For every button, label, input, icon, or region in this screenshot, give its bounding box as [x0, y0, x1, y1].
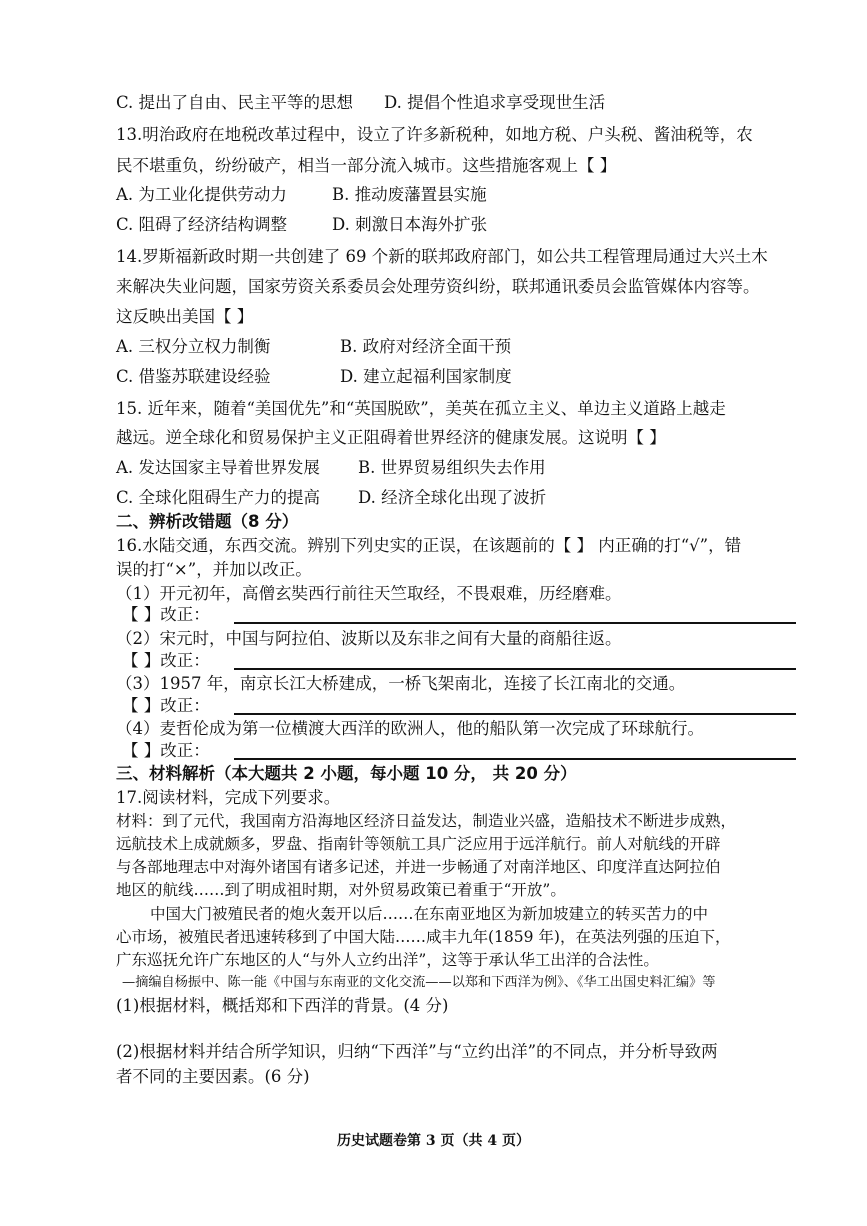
q17-intro: 17.阅读材料，完成下列要求。	[116, 788, 341, 807]
q16-item-4: （4）麦哲伦成为第一位横渡大西洋的欧洲人，他的船队第一次完成了环球航行。	[116, 719, 704, 738]
q14-option-b: B. 政府对经济全面干预	[340, 337, 512, 356]
q16-stem-line1: 16.水陆交通，东西交流。辨别下列史实的正误，在该题前的【 】 内正确的打“√”，错	[116, 536, 742, 555]
q12-option-c: C. 提出了自由、民主平等的思想	[116, 93, 354, 112]
q16-correction-label-2: 【 】改正：	[122, 651, 210, 670]
q16-stem-line2: 误的打“×”，并加以改正。	[116, 560, 312, 579]
q16-correction-label-4: 【 】改正：	[122, 741, 210, 760]
q14-stem-line1: 14.罗斯福新政时期一共创建了 69 个新的联邦政府部门，如公共工程管理局通过大兴土木	[116, 247, 768, 266]
section2-title: 二、辨析改错题（8 分）	[116, 512, 299, 531]
q13-option-b: B. 推动废藩置县实施	[332, 185, 487, 204]
q17-material-line7: 广东巡抚允许广东地区的人“与外人立约出洋”，这等于承认华工出洋的合法性。	[116, 951, 659, 969]
q16-answer-line-2[interactable]	[234, 668, 796, 670]
q13-stem-line1: 13.明治政府在地税改革过程中，设立了许多新税种，如地方税、户头税、酱油税等，农	[116, 125, 753, 144]
q15-option-b: B. 世界贸易组织失去作用	[358, 458, 546, 477]
q13-option-d: D. 刺激日本海外扩张	[332, 215, 488, 234]
q17-material-line5: 中国大门被殖民者的炮火轰开以后……在东南亚地区为新加坡建立的转买苦力的中	[150, 905, 709, 923]
q13-stem-line2: 民不堪重负，纷纷破产，相当一部分流入城市。这些措施客观上【 】	[116, 156, 617, 175]
q16-item-1: （1）开元初年，高僧玄奘西行前往天竺取经，不畏艰难，历经磨难。	[116, 584, 622, 603]
q15-option-c: C. 全球化阻碍生产力的提高	[116, 488, 321, 507]
q14-option-c: C. 借鉴苏联建设经验	[116, 367, 271, 386]
q17-material-line1: 材料：到了元代，我国南方沿海地区经济日益发达，制造业兴盛，造船技术不断进步成熟，	[116, 812, 737, 830]
q13-option-a: A. 为工业化提供劳动力	[116, 185, 287, 204]
q16-answer-line-4[interactable]	[234, 758, 796, 760]
q14-stem-line3: 这反映出美国【 】	[116, 307, 254, 326]
q14-option-a: A. 三权分立权力制衡	[116, 337, 271, 356]
q16-answer-line-1[interactable]	[234, 622, 796, 624]
q17-subquestion-2-line2: 者不同的主要因素。(6 分)	[116, 1067, 310, 1086]
q12-option-d: D. 提倡个性追求享受现世生活	[384, 93, 606, 112]
q17-material-line6: 心市场，被殖民者迅速转移到了中国大陆……咸丰九年(1859 年)，在英法列强的压迫下，	[116, 928, 731, 946]
q14-option-d: D. 建立起福利国家制度	[340, 367, 512, 386]
q15-stem-line1: 15. 近年来，随着“美国优先”和“英国脱欧”，美英在孤立主义、单边主义道路上越走	[116, 399, 726, 418]
page-footer: 历史试题卷第 3 页（共 4 页）	[337, 1133, 530, 1149]
q16-item-2: （2）宋元时，中国与阿拉伯、波斯以及东非之间有大量的商船往返。	[116, 629, 622, 648]
q17-subquestion-1: (1)根据材料，概括郑和下西洋的背景。(4 分)	[116, 996, 449, 1015]
q15-option-d: D. 经济全球化出现了波折	[358, 488, 547, 507]
q14-stem-line2: 来解决失业问题，国家劳资关系委员会处理劳资纠纷，联邦通讯委员会监管媒体内容等。	[116, 277, 760, 296]
q16-correction-label-3: 【 】改正：	[122, 696, 210, 715]
q16-correction-label-1: 【 】改正：	[122, 605, 210, 624]
q17-material-line2: 远航技术上成就颇多，罗盘、指南针等领航工具广泛应用于远洋航行。前人对航线的开辟	[116, 835, 721, 853]
q13-option-c: C. 阻碍了经济结构调整	[116, 215, 288, 234]
q15-stem-line2: 越远。逆全球化和贸易保护主义正阻碍着世界经济的健康发展。这说明【 】	[116, 428, 666, 447]
q16-answer-line-3[interactable]	[234, 713, 796, 715]
q17-material-line3: 与各部地理志中对海外诸国有诸多记述，并进一步畅通了对南洋地区、印度洋直达阿拉伯	[116, 858, 721, 876]
section3-title: 三、材料解析（本大题共 2 小题，每小题 10 分， 共 20 分）	[116, 764, 577, 783]
q17-subquestion-2-line1: (2)根据材料并结合所学知识，归纳“下西洋”与“立约出洋”的不同点，并分析导致两	[116, 1042, 718, 1061]
q16-item-3: （3）1957 年，南京长江大桥建成，一桥飞架南北，连接了长江南北的交通。	[116, 674, 686, 693]
q17-material-line4: 地区的航线……到了明成祖时期，对外贸易政策已着重于“开放”。	[116, 881, 566, 899]
q17-material-source: —摘编自杨振中、陈一能《中国与东南亚的文化交流——以郑和下西洋为例》、《华工出国史料汇编》等	[122, 975, 716, 990]
q15-option-a: A. 发达国家主导着世界发展	[116, 458, 320, 477]
